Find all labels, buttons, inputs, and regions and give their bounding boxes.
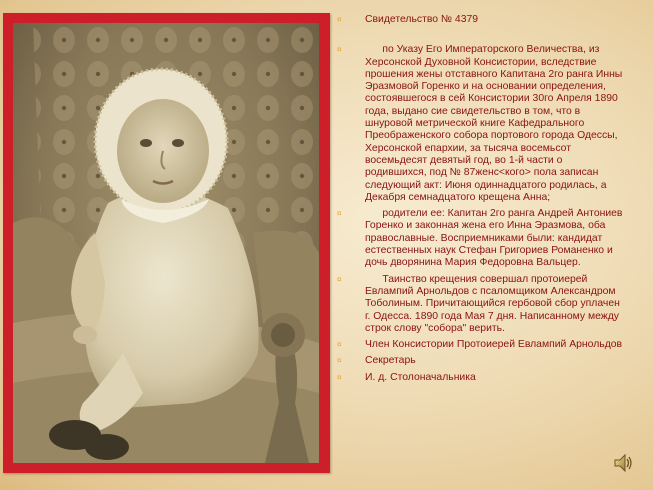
- list-item-baptism: [335, 274, 625, 335]
- bullet-icon: ¤: [337, 15, 342, 24]
- portrait-photo: [13, 23, 319, 463]
- child-portrait-image: [13, 23, 319, 463]
- bullet-icon: ¤: [337, 45, 342, 55]
- certificate-number-text: Свидетельство № 4379: [365, 14, 479, 25]
- list-item-member: [335, 339, 625, 351]
- list-item-title: [335, 14, 625, 26]
- list-item-parents: [335, 208, 625, 269]
- bullet-icon: ¤: [337, 356, 342, 366]
- list-item-clerk: [335, 372, 625, 384]
- list-item-secretary: [335, 355, 625, 367]
- photo-frame: [3, 13, 330, 473]
- decree-text: по Указу Его Императорского Величества, из Херсонской Духовной Консистории, вследствие прошения жены отставного Капитана 2го ранга Инны Эразмовой Горенко и на основании определения, состоявшегося в сей Консистории 30го Апреля 1890 года, выдано сие свидетельство в том, что в шнуровой метрической книге Кафедрального Преображенского собора портового города Одессы, Херсонской епархии, за тысяча восемьсот восемьдесят девятый год, во 1-й части о родившихся, под № 87женс<кого> пола записан следующий акт: Июня одиннадцатого родилась, а Декабря семнадцатого крещена Анна;: [365, 44, 626, 203]
- bullet-icon: ¤: [337, 340, 342, 350]
- bullet-icon: ¤: [337, 372, 342, 382]
- baptism-text: Таинство крещения совершал протоиерей Евлампий Арнольдов с псаломщиком Александром Тоболиным. Причитающийся гербовой сбор уплачен г. Одесса. 1890 года Мая 7 дня. Написанному между строк слову "собора" верить.: [365, 273, 623, 334]
- bullet-icon: ¤: [337, 209, 342, 219]
- consistory-member-text: Член Консистории Протоиерей Евлампий Арнольдов: [365, 339, 623, 351]
- clerk-text: И. д. Столоначальника: [365, 371, 476, 383]
- speaker-icon[interactable]: [612, 452, 634, 474]
- speaker-icon-graphic: [612, 452, 634, 474]
- secretary-text: Секретарь: [365, 355, 416, 367]
- list-item-decree: [335, 44, 625, 204]
- bullet-icon: ¤: [337, 274, 342, 284]
- document-text-list: [335, 14, 625, 388]
- parents-text: родители ее: Капитан 2го ранга Андрей Антониев Горенко и законная жена его Инна Эразмова, оба православные. Восприемниками были: кандидат естественных наук Стефан Григориев Романенко и дочь дворянина Мария Федоровна Вальцер.: [365, 208, 626, 269]
